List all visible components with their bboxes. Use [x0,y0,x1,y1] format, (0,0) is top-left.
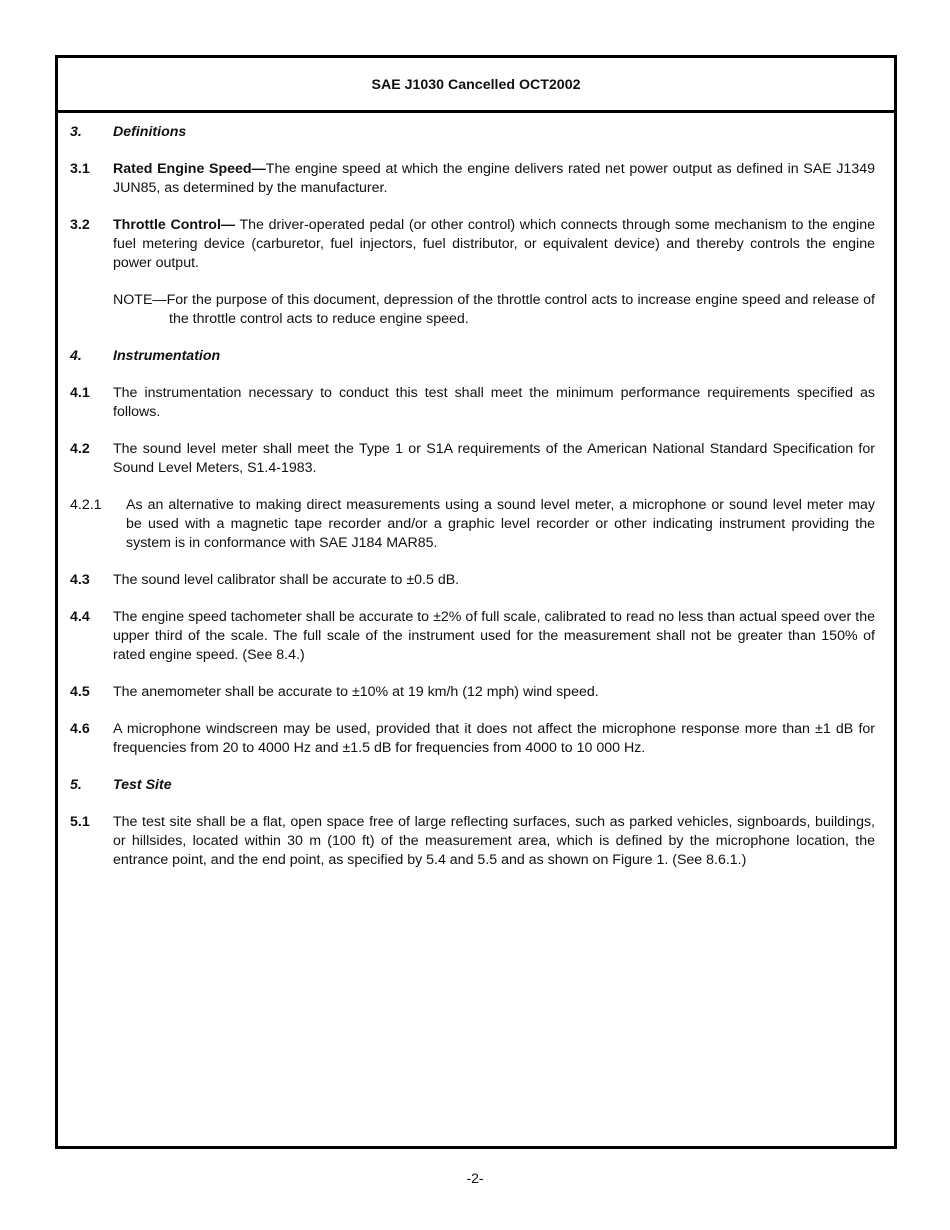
definition-text: The engine speed at which the engine delivers rated net power output as defined in SAE J1349 JUN85, as determined by the manufacturer. [113,161,875,196]
paragraph-4-4 [70,608,875,665]
section-number: 4. [70,348,82,364]
defined-term: Throttle Control— [113,217,236,233]
paragraph-text [113,160,875,198]
paragraph-text: The sound level calibrator shall be accurate to ±0.5 dB. [113,572,460,588]
paragraph-text: The test site shall be a flat, open space free of large reflecting surfaces, such as parked vehicles, signboards, buildings, or hillsides, located within 30 m (100 ft) of the measurement area, which is defined by the microphone location, the entrance point, and the end point, as specified by 5.4 and 5.5 and as shown on Figure 1. (See 8.6.1.) [113,814,875,868]
document-header [58,58,894,113]
paragraph-5-1 [70,813,875,870]
paragraph-4-1 [70,384,875,422]
paragraph-number: 4.1 [70,385,90,401]
definition-text: The driver-operated pedal (or other control) which connects through some mechanism to the engine fuel metering device (carburetor, fuel injectors, fuel distributor, or equivalent device) and thereby controls the engine power output. [113,217,875,271]
paragraph-4-2-1 [70,496,875,553]
paragraph-number: 4.4 [70,609,90,625]
paragraph-number: 4.6 [70,721,90,737]
paragraph-text: The instrumentation necessary to conduct this test shall meet the minimum performance requirements specified as follows. [113,385,875,420]
paragraph-text: The sound level meter shall meet the Type 1 or S1A requirements of the American National Standard Specification for Sound Level Meters, S1.4-1983. [113,441,875,476]
document-title: SAE J1030 Cancelled OCT2002 [371,76,581,93]
section-5-heading [70,776,875,795]
paragraph-number: 4.2.1 [70,497,102,513]
paragraph-text: The engine speed tachometer shall be accurate to ±2% of full scale, calibrated to read no less than actual speed over the upper third of the scale. The full scale of the instrument used for the measurement shall not be greater than 150% of rated engine speed. (See 8.4.) [113,609,875,663]
page-number: -2- [466,1170,484,1186]
section-number: 3. [70,124,82,140]
paragraph-text: A microphone windscreen may be used, provided that it does not affect the microphone response more than ±1 dB for frequencies from 20 to 4000 Hz and ±1.5 dB for frequencies from 4000 to 10 000 Hz. [113,721,875,756]
paragraph-number: 4.5 [70,684,90,700]
section-title: Instrumentation [113,348,221,364]
paragraph-number: 4.2 [70,441,90,457]
paragraph-number: 3.2 [70,217,90,233]
note: NOTE—For the purpose of this document, depression of the throttle control acts to increase engine speed and release of the throttle control acts to reduce engine speed. [113,292,875,327]
paragraph-number: 5.1 [70,814,90,830]
paragraph-number: 4.3 [70,572,90,588]
section-title: Definitions [113,124,187,140]
document-frame [55,55,897,1149]
section-number: 5. [70,777,82,793]
paragraph-3-2 [70,216,875,273]
paragraph-4-5 [70,683,875,702]
paragraph-number: 3.1 [70,161,90,177]
section-3-heading [70,123,875,142]
document-body [70,123,875,888]
paragraph-3-1 [70,160,875,198]
paragraph-4-2 [70,440,875,478]
paragraph-text: The anemometer shall be accurate to ±10% at 19 km/h (12 mph) wind speed. [113,684,599,700]
paragraph-text [113,216,875,273]
defined-term: Rated Engine Speed— [113,161,266,177]
section-4-heading [70,347,875,366]
section-title: Test Site [113,777,172,793]
paragraph-text: As an alternative to making direct measurements using a sound level meter, a microphone or sound level meter may be used with a magnetic tape recorder and/or a graphic level recorder or other indicating instrument providing the system is in conformance with SAE J184 MAR85. [126,497,875,551]
paragraph-4-3 [70,571,875,590]
paragraph-4-6 [70,720,875,758]
